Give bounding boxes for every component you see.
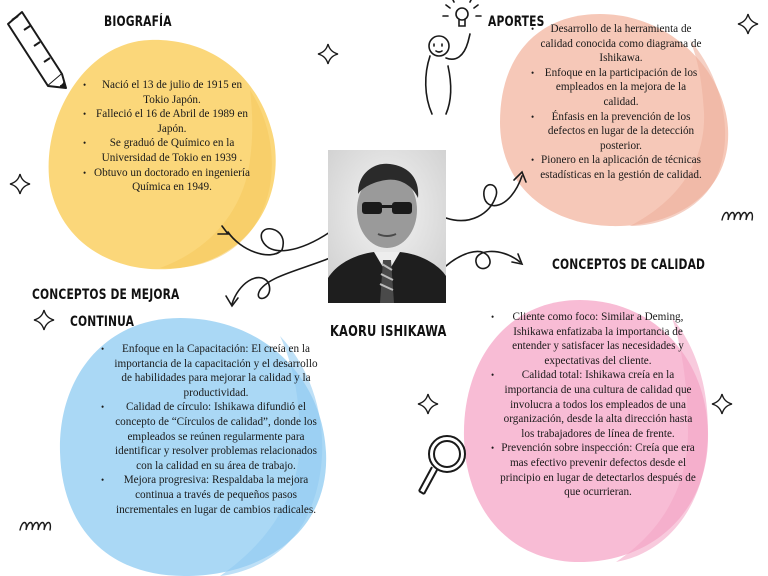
list-item: • Obtuvo un doctorado en ingeniería Química en 1949. [92, 166, 252, 195]
aportes-list [540, 22, 702, 183]
calidad-title: CONCEPTOS DE CALIDAD [552, 257, 706, 273]
biografia-list-box [92, 78, 252, 195]
list-item: • Calidad de círculo: Ishikawa difundió el concepto de “Círculos de calidad”, donde los empleados se reúnen regularmente para identificar y resolver problemas relacionados con la calidad en su área de trabajo. [110, 400, 322, 473]
list-item: • Falleció el 16 de Abril de 1989 en Japón. [92, 107, 252, 136]
calidad-list [500, 310, 696, 500]
list-item: • Calidad total: Ishikawa creía en la importancia de una cultura de calidad que involucra a todos los empleados de una organización, desde la alta dirección hasta los trabajadores de línea de frente. [500, 368, 696, 441]
portrait-icon [328, 150, 446, 303]
calidad-list-box [500, 310, 696, 500]
list-item: • Desarrollo de la herramienta de calidad conocida como diagrama de Ishikawa. [540, 22, 702, 66]
portrait-photo [328, 150, 446, 303]
list-item: • Pionero en la aplicación de técnicas estadísticas en la gestión de calidad. [540, 153, 702, 182]
list-item: • Énfasis en la prevención de los defectos en lugar de la detección posterior. [540, 110, 702, 154]
aportes-title: APORTES [488, 14, 545, 30]
mejora-title-line2: CONTINUA [70, 314, 135, 330]
list-item: • Prevención sobre inspección: Creía que era mas efectivo prevenir defectos desde el principio en lugar de detectarlos después de que ocurrieran. [500, 441, 696, 499]
center-name: KAORU ISHIKAWA [330, 322, 447, 340]
biografia-list [92, 78, 252, 195]
aportes-list-box [540, 22, 702, 183]
mejora-list-box [110, 342, 322, 517]
list-item: • Nació el 13 de julio de 1915 en Tokio Japón. [92, 78, 252, 107]
pencil-icon [8, 12, 66, 88]
mejora-title-line1: CONCEPTOS DE MEJORA [32, 287, 180, 303]
magnifier-icon [419, 436, 465, 494]
list-item: • Se graduó de Químico en la Universidad de Tokio en 1939 . [92, 136, 252, 165]
list-item: • Cliente como foco: Similar a Deming, Ishikawa enfatizaba la importancia de entender y satisfacer las necesidades y expectativas del cliente. [500, 310, 696, 368]
list-item: • Enfoque en la Capacitación: El creía en la importancia de la capacitación y el desarrollo de habilidades para mejorar la calidad y la productividad. [110, 342, 322, 400]
mejora-list [110, 342, 322, 517]
list-item: • Enfoque en la participación de los empleados en la mejora de la calidad. [540, 66, 702, 110]
biografia-title: BIOGRAFÍA [104, 14, 172, 30]
lightbulb-person-icon [426, 0, 481, 114]
list-item: • Mejora progresiva: Respaldaba la mejora continua a través de pequeños pasos incrementales en lugar de cambios radicales. [110, 473, 322, 517]
